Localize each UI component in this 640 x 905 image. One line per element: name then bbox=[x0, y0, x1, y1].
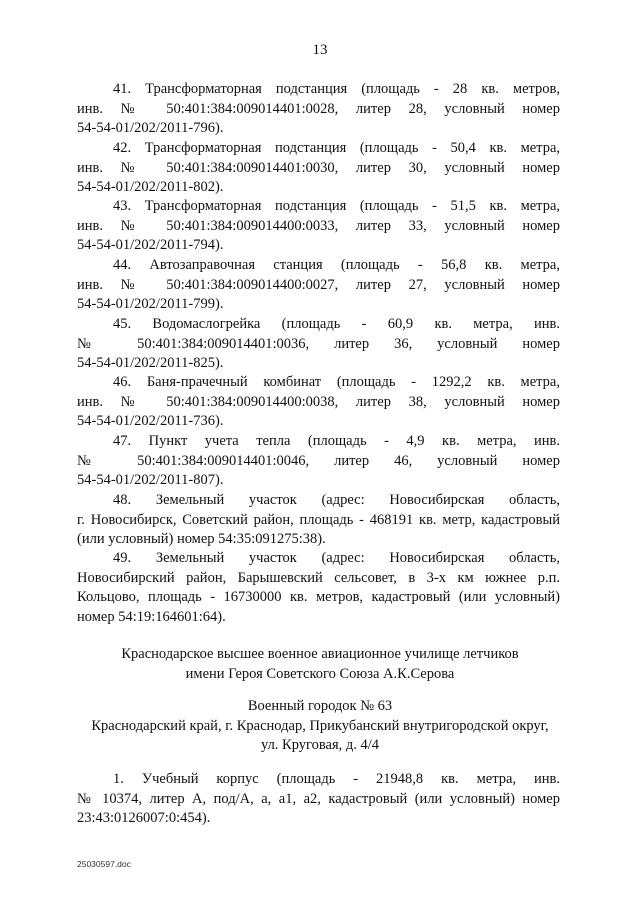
list-item bbox=[77, 549, 560, 627]
item-line: 54-54-01/202/2011-802). bbox=[77, 179, 224, 196]
institution-heading bbox=[60, 645, 580, 684]
list-item bbox=[77, 256, 560, 315]
garrison-address: Краснодарский край, г. Краснодар, Прикубанский внутригородской округ, bbox=[91, 717, 549, 734]
item-line: 49. Земельный участок (адрес: Новосибирская область, bbox=[113, 550, 560, 566]
list-item bbox=[77, 197, 560, 256]
item-line: 54-54-01/202/2011-796). bbox=[77, 120, 224, 137]
list-item bbox=[77, 432, 560, 491]
item-line: 44. Автозаправочная станция (площадь - 56,8 кв. метра, bbox=[113, 257, 560, 273]
item-line: номер 54:19:164601:64). bbox=[77, 608, 226, 625]
list-item bbox=[77, 770, 560, 829]
item-line: 54-54-01/202/2011-799). bbox=[77, 296, 224, 313]
item-line: 23:43:0126007:0:454). bbox=[77, 810, 211, 827]
item-line: 54-54-01/202/2011-807). bbox=[77, 472, 224, 489]
item-line: 46. Баня-прачечный комбинат (площадь - 1292,2 кв. метра, bbox=[113, 374, 560, 390]
item-line: инв. № 50:401:384:009014400:0033, литер 33, условный номер bbox=[77, 217, 560, 234]
item-line: 54-54-01/202/2011-825). bbox=[77, 355, 224, 372]
item-line: инв. № 50:401:384:009014401:0030, литер 30, условный номер bbox=[77, 159, 560, 176]
item-line: 42. Трансформаторная подстанция (площадь - 50,4 кв. метра, bbox=[113, 140, 560, 156]
item-line: инв. № 50:401:384:009014401:0028, литер 28, условный номер bbox=[77, 100, 560, 117]
item-line: 48. Земельный участок (адрес: Новосибирская область, bbox=[113, 492, 560, 508]
item-line: 47. Пункт учета тепла (площадь - 4,9 кв. метра, инв. bbox=[113, 433, 560, 449]
institution-line: имени Героя Советского Союза А.К.Серова bbox=[185, 665, 455, 682]
item-line: инв. № 50:401:384:009014400:0038, литер 38, условный номер bbox=[77, 393, 560, 410]
item-line: г. Новосибирск, Советский район, площадь - 468191 кв. метр, кадастровый bbox=[77, 511, 560, 528]
list-item bbox=[77, 315, 560, 374]
item-line: 1. Учебный корпус (площадь - 21948,8 кв. метра, инв. bbox=[113, 771, 560, 787]
garrison-title: Военный городок № 63 bbox=[247, 698, 393, 714]
list-item bbox=[77, 139, 560, 198]
item-line: № 50:401:384:009014401:0046, литер 46, условный номер bbox=[77, 452, 560, 469]
page-number: 13 bbox=[312, 42, 328, 58]
item-line: 43. Трансформаторная подстанция (площадь - 51,5 кв. метра, bbox=[113, 198, 560, 214]
garrison-heading bbox=[60, 697, 580, 756]
item-line: Кольцово, площадь - 16730000 кв. метров, кадастровый (или условный) bbox=[77, 589, 560, 606]
garrison-street: ул. Круговая, д. 4/4 bbox=[260, 737, 380, 754]
institution-line: Краснодарское высшее военное авиационное училище летчиков bbox=[121, 646, 519, 662]
item-line: 54-54-01/202/2011-736). bbox=[77, 413, 224, 430]
item-line: 45. Водомаслогрейка (площадь - 60,9 кв. метра, инв. bbox=[113, 316, 560, 332]
list-item bbox=[77, 491, 560, 550]
item-line: № 50:401:384:009014401:0036, литер 36, условный номер bbox=[77, 335, 560, 352]
item-line: 41. Трансформаторная подстанция (площадь - 28 кв. метров, bbox=[113, 81, 560, 97]
item-line: 54-54-01/202/2011-794). bbox=[77, 237, 224, 254]
item-line: Новосибирский район, Барышевский сельсовет, в 3-х км южнее р.п. bbox=[77, 569, 560, 586]
footer-file-code: 25030597.doc bbox=[77, 859, 131, 869]
item-line: инв. № 50:401:384:009014400:0027, литер 27, условный номер bbox=[77, 276, 560, 293]
list-item bbox=[77, 80, 560, 139]
item-line: № 10374, литер А, под/А, а, а1, а2, кадастровый (или условный) номер bbox=[77, 790, 560, 807]
list-item bbox=[77, 373, 560, 432]
item-line: (или условный) номер 54:35:091275:38). bbox=[77, 531, 326, 548]
